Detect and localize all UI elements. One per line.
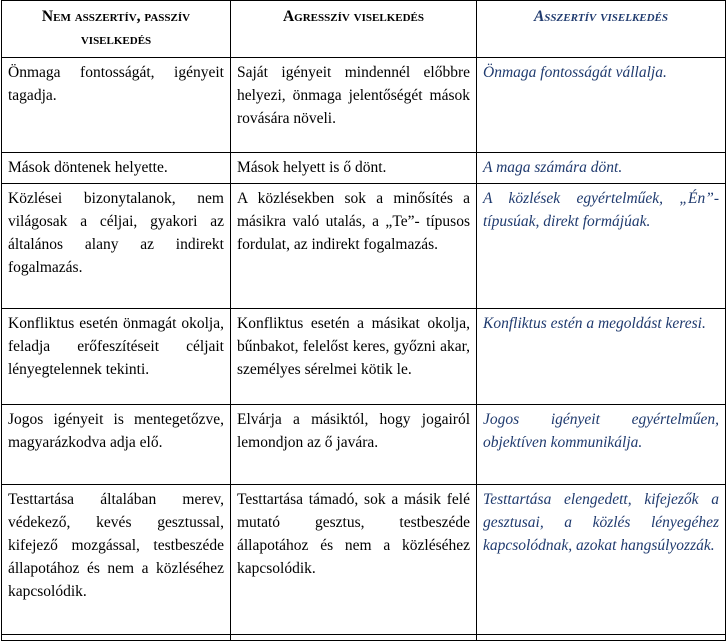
table-row [2, 153, 726, 184]
cell-assertive: A maga számára dönt. [477, 153, 726, 184]
table-row [2, 184, 726, 309]
cell-passive: Önmaga fontosságát, igényeit tagadja. [2, 58, 231, 153]
cell-assertive: Önmaga fontosságát vállalja. [477, 58, 726, 153]
table-row [2, 58, 726, 153]
cell-assertive [477, 635, 726, 641]
cell-passive: Konfliktus esetén önmagát okolja, feladja erőfeszítéseit céljait lényegtelennek tekinti. [2, 309, 231, 405]
header-aggressive: Agresszív viselkedés [231, 1, 477, 58]
cell-aggressive: Konfliktus esetén a másikat okolja, bűnbakot, felelőst keres, győzni akar, személyes sérelmei kötik le. [231, 309, 477, 405]
cell-passive: Mások döntenek helyette. [2, 153, 231, 184]
header-passive: Nem asszertív, passzív viselkedés [2, 1, 231, 58]
cell-aggressive: Testtartása támadó, sok a másik felé mutató gesztus, testbeszéde állapotához és nem a közléséhez kapcsolódik. [231, 485, 477, 635]
cell-assertive: Jogos igényeit egyértelműen, objektíven kommunikálja. [477, 405, 726, 485]
cell-aggressive: Mások helyett is ő dönt. [231, 153, 477, 184]
cell-aggressive: A közlésekben sok a minősítés a másikra való utalás, a „Te”- típusos fordulat, az indirekt fogalmazás. [231, 184, 477, 309]
cell-passive: Testtartása általában merev, védekező, kevés gesztussal, kifejező mozgással, testbeszéde állapotához és nem a közléséhez kapcsolódik. [2, 485, 231, 635]
cell-aggressive: Saját igényeit mindennél előbbre helyezi, önmaga jelentőségét mások rovására növeli. [231, 58, 477, 153]
header-assertive: Asszertív viselkedés [477, 1, 726, 58]
cell-assertive: A közlések egyértelműek, „Én”- típusúak, direkt formájúak. [477, 184, 726, 309]
cell-passive [2, 635, 231, 641]
cell-aggressive [231, 635, 477, 641]
behavior-comparison-table [1, 0, 726, 641]
table-row [2, 485, 726, 635]
cell-assertive: Testtartása elengedett, kifejezők a gesztusai, a közlés lényegéhez kapcsolódnak, azokat hangsúlyozzák. [477, 485, 726, 635]
cell-aggressive: Elvárja a másiktól, hogy jogairól lemondjon az ő javára. [231, 405, 477, 485]
cell-assertive: Konfliktus estén a megoldást keresi. [477, 309, 726, 405]
cell-passive: Jogos igényeit is mentegetőzve, magyarázkodva adja elő. [2, 405, 231, 485]
cell-passive: Közlései bizonytalanok, nem világosak a céljai, gyakori az általános alany az indirekt fogalmazás. [2, 184, 231, 309]
table-row [2, 309, 726, 405]
table-row [2, 635, 726, 641]
table-row [2, 405, 726, 485]
table-header-row [2, 1, 726, 58]
